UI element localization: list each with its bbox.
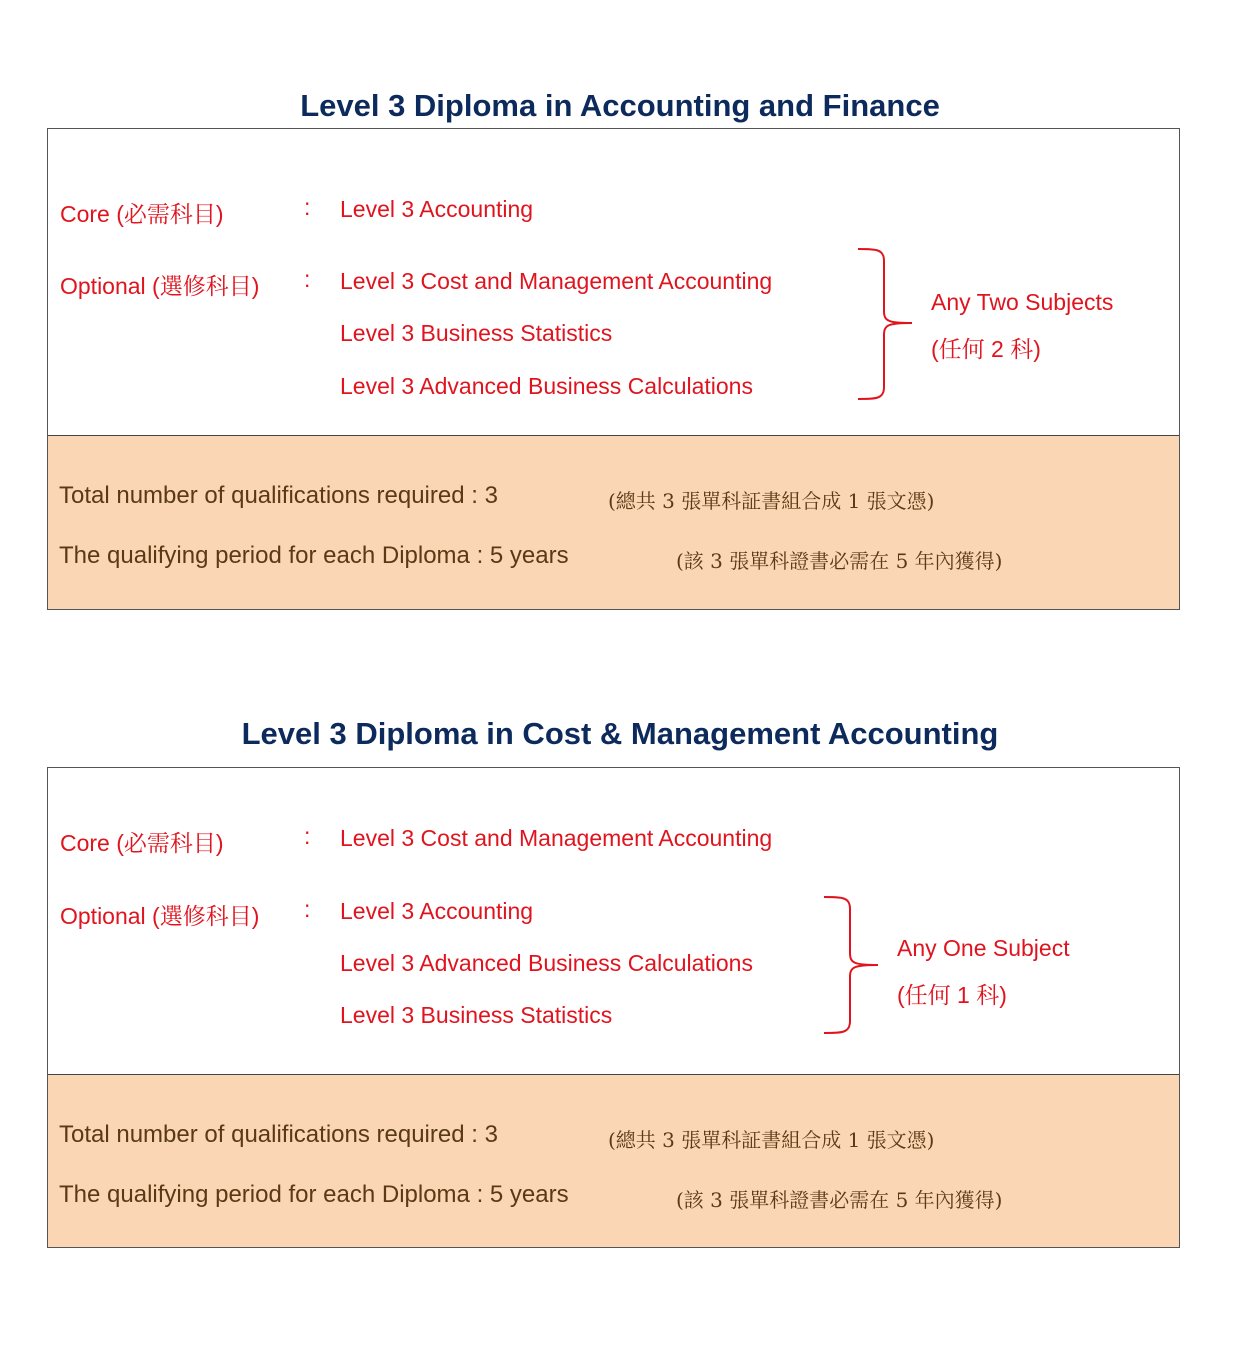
subjects-panel [48,768,1179,1076]
choice-label-zh: (任何 1 科) [897,982,1007,1008]
choice-label: Any One Subject [897,935,1070,961]
optional-subject: Level 3 Cost and Management Accounting [340,268,773,294]
optional-subject: Level 3 Business Statistics [340,320,613,346]
optional-label: Optional (選修科目) [60,273,260,299]
qualifying-period-zh: (該 3 張單科證書必需在 5 年內獲得) [676,549,1003,573]
diploma-title: Level 3 Diploma in Cost & Management Accounting [241,716,999,751]
qualifying-period: The qualifying period for each Diploma : 5 years [59,542,569,569]
diploma-box [47,128,1180,610]
optional-subject: Level 3 Advanced Business Calculations [340,950,753,976]
core-label: Core (必需科目) [60,201,224,227]
optional-colon: : [304,266,311,292]
core-colon: : [304,823,311,849]
optional-label: Optional (選修科目) [60,903,260,929]
choice-label-zh: (任何 2 科) [931,336,1041,362]
summary-panel [48,435,1179,609]
total-qualifications-zh: (總共 3 張單科証書組合成 1 張文憑) [608,1128,935,1152]
total-qualifications: Total number of qualifications required : 3 [59,1121,498,1148]
optional-subject: Level 3 Business Statistics [340,1002,613,1028]
qualifying-period: The qualifying period for each Diploma : 5 years [59,1181,569,1208]
summary-panel [48,1074,1179,1247]
total-qualifications-zh: (總共 3 張單科証書組合成 1 張文憑) [608,489,935,513]
optional-subject: Level 3 Accounting [340,898,534,924]
subjects-panel [48,129,1179,437]
right-brace-icon [854,247,918,403]
qualifying-period-zh: (該 3 張單科證書必需在 5 年內獲得) [676,1188,1003,1212]
core-colon: : [304,194,311,220]
diploma-box [47,767,1180,1248]
choice-label: Any Two Subjects [931,289,1114,315]
core-label: Core (必需科目) [60,830,224,856]
core-subject: Level 3 Cost and Management Accounting [340,825,773,851]
core-subject: Level 3 Accounting [340,196,534,222]
optional-colon: : [304,896,311,922]
optional-subject: Level 3 Advanced Business Calculations [340,373,753,399]
diploma-title: Level 3 Diploma in Accounting and Finance [300,88,940,123]
total-qualifications: Total number of qualifications required : 3 [59,482,498,509]
right-brace-icon [820,895,884,1037]
